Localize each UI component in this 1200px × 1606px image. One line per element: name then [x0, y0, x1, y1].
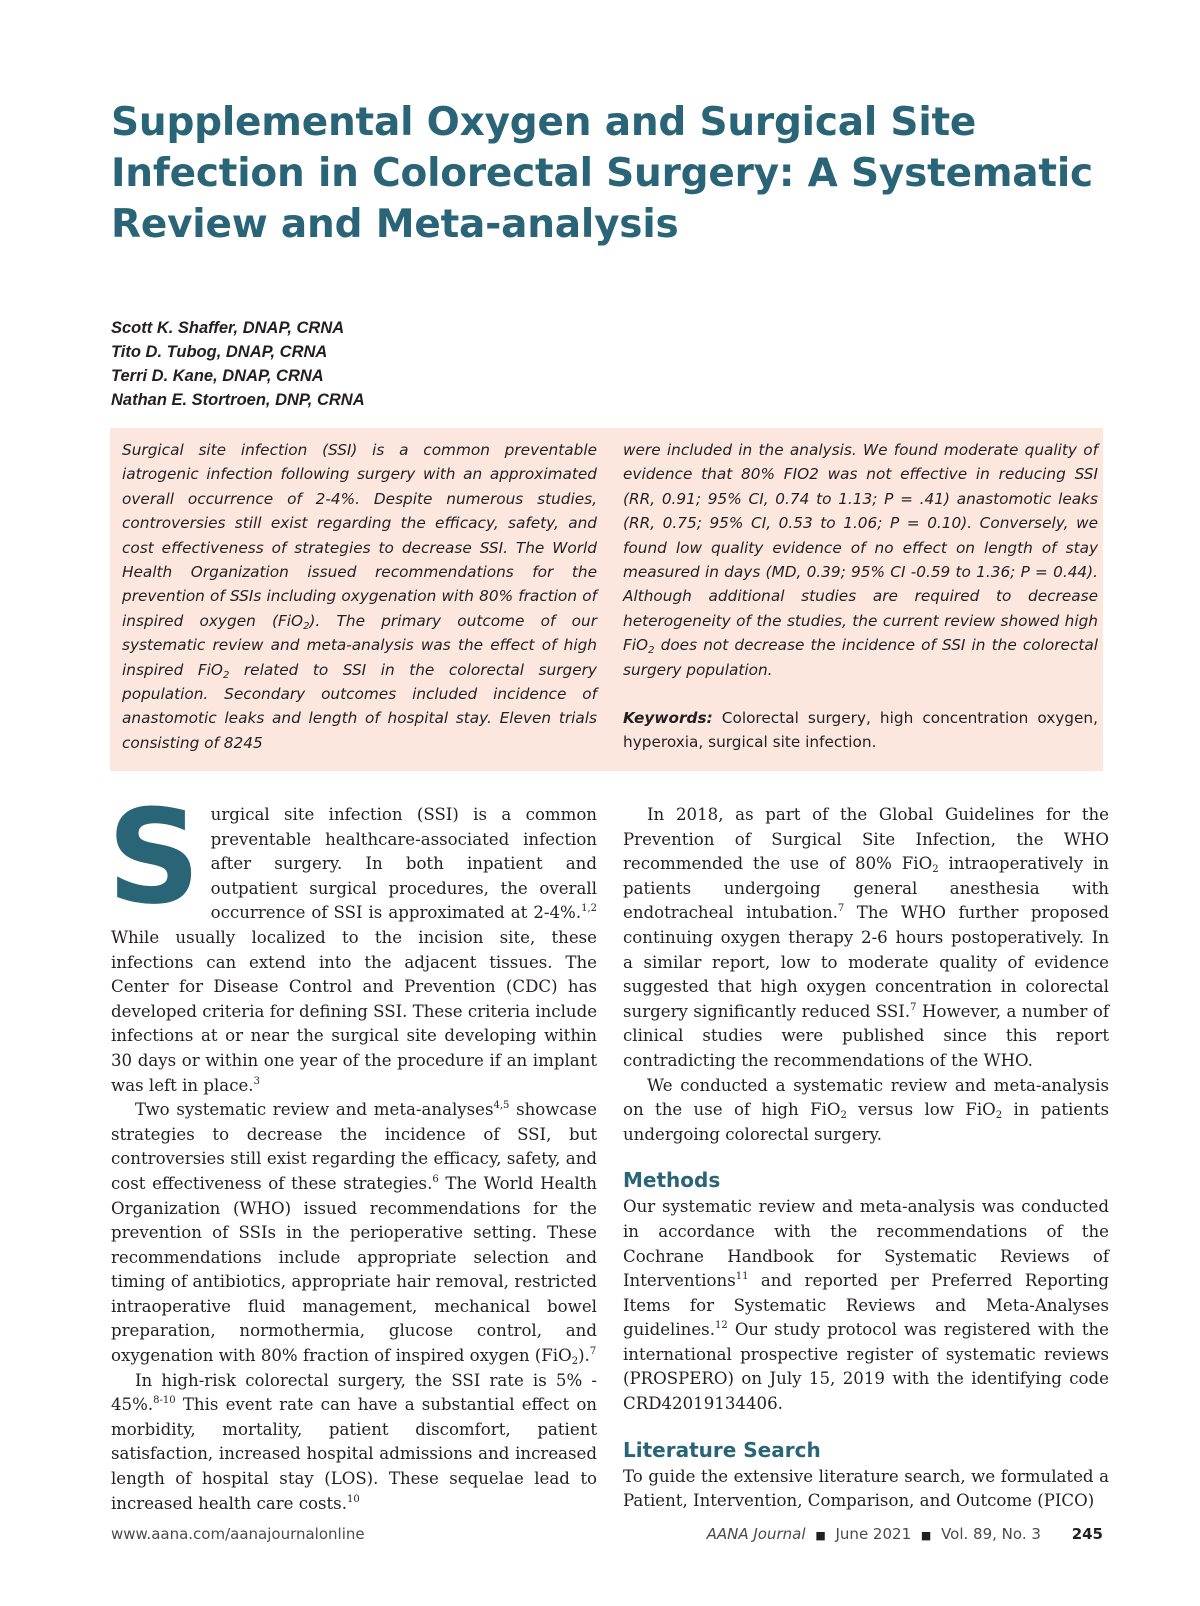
- volume-issue: Vol. 89, No. 3: [941, 1525, 1041, 1543]
- citation: 6: [432, 1173, 439, 1185]
- keywords: [623, 706, 1098, 755]
- body-paragraph: Surgical site infection (SSI) is a common preventable healthcare-associated infection after surgery. In both inpatient and outpatient surgical procedures, the overall occurrence of SSI is approximated at 2-4%.$^{1,2}$ While usually localized to the incision site, these infections can extend into the adjacent tissues. The Center for Disease Control and Prevention (CDC) has developed criteria for defining SSI. These criteria include infections at or near the surgical site developing within 30 days or within one year of the procedure if an implant was left in place.$^3$: [107, 781, 598, 1095]
- citation: 7: [589, 1346, 597, 1358]
- body-paragraph: We conducted a systematic review and meta-analysis on the use of high FiO$_2$ versus low FiO$_2$ in patients undergoing colorectal surgery.: [623, 1075, 1109, 1144]
- citation: 11: [735, 1271, 749, 1283]
- author: Terri D. Kane, DNAP, CRNA: [111, 367, 324, 385]
- bullet-separator: ■: [815, 1529, 826, 1542]
- body-paragraph: Our systematic review and meta-analysis was conducted in accordance with the recommendations of the Cochrane Handbook for Systematic Reviews of Interventions$^{11}$ and reported per Preferred Reporting Items for Systematic Reviews and Meta-Analyses guidelines.$^{12}$ Our study protocol was registered with the international prospective register of systematic reviews (PROSPERO) on July 15, 2019 with the identifying code CRD42019134406.: [623, 1197, 1109, 1414]
- page-number: 245: [1071, 1525, 1103, 1543]
- citation: 3: [253, 1075, 260, 1087]
- abstract-column-left: [122, 438, 597, 755]
- section-heading-literature-search: Literature Search: [623, 1437, 821, 1462]
- body-column-left: [107, 781, 598, 1516]
- citation: 8-10: [153, 1395, 176, 1407]
- author-list: [111, 316, 365, 412]
- abstract-box: [110, 428, 1103, 771]
- body-paragraph: Two systematic review and meta-analyses$^{4,5}$ showcase strategies to decrease the incidence of SSI, but controversies still exist regarding the efficacy, safety, and cost effectiveness of these strategies.$^6$ The World Health Organization (WHO) issued recommendations for the prevention of SSIs in the perioperative setting. These recommendations include appropriate selection and timing of antibiotics, appropriate hair removal, restricted intraoperative fluid management, mechanical bowel preparation, normothermia, glucose control, and oxygenation with 80% fraction of inspired oxygen (FiO$_2$).$^7$: [111, 1100, 597, 1368]
- citation: 1,2: [581, 903, 597, 915]
- author: Tito D. Tubog, DNAP, CRNA: [111, 343, 328, 361]
- body-column-right: [623, 803, 1109, 1514]
- body-paragraph: In high-risk colorectal surgery, the SSI rate is 5% - 45%.$^{8-10}$ This event rate can have a substantial effect on morbidity, mortality, patient discomfort, patient satisfaction, increased hospital admissions and increased length of hospital stay (LOS). These sequelae lead to increased health care costs.$^{10}$: [111, 1370, 597, 1513]
- bullet-separator: ■: [920, 1529, 932, 1542]
- citation: 7: [910, 1001, 917, 1013]
- citation: 12: [714, 1320, 728, 1332]
- abstract-column-right: [623, 438, 1098, 755]
- page-footer: [111, 1525, 1103, 1547]
- journal-url[interactable]: www.aana.com/aanajournalonline: [111, 1525, 365, 1543]
- journal-name: AANA Journal: [706, 1525, 806, 1543]
- body-paragraph: In 2018, as part of the Global Guidelines for the Prevention of Surgical Site Infection, the WHO recommended the use of 80% FiO$_2$ intraoperatively in patients undergoing general anesthesia with endotracheal intubation.$^7$ The WHO further proposed continuing oxygen therapy 2-6 hours postoperatively. In a similar report, low to moderate quality of evidence suggested that high oxygen concentration in colorectal surgery significantly reduced SSI.$^7$ However, a number of clinical studies were published since this report contradicting the recommendations of the WHO.: [623, 805, 1110, 1070]
- citation: 7: [837, 903, 845, 915]
- keywords-text: Colorectal surgery, high concentration oxygen, hyperoxia, surgical site infection.: [623, 709, 1098, 752]
- article-title: Supplemental Oxygen and Surgical Site Infection in Colorectal Surgery: A Systematic Review and Meta-analysis: [111, 100, 1093, 247]
- section-heading-methods: Methods: [623, 1168, 721, 1193]
- author: Nathan E. Stortroen, DNP, CRNA: [111, 391, 365, 409]
- journal-citation: [707, 1525, 1103, 1543]
- abstract-paragraph: Surgical site infection (SSI) is a common preventable iatrogenic infection following surgery with an approximated overall occurrence of 2-4%. Despite numerous studies, controversies still exist regarding the efficacy, safety, and cost effectiveness of strategies to decrease SSI. The World Health Organization issued recommendations for the prevention of SSIs including oxygenation with 80% fraction of inspired oxygen (FiO$_2$). The primary outcome of our systematic review and meta-analysis was the effect of high inspired FiO$_2$ related to SSI in the colorectal surgery population. Secondary outcomes included incidence of anastomotic leaks and length of hospital stay. Eleven trials consisting of 8245: [122, 441, 597, 752]
- body-paragraph: To guide the extensive literature search, we formulated a Patient, Intervention, Comparison, and Outcome (PICO): [623, 1466, 1109, 1511]
- author: Scott K. Shaffer, DNAP, CRNA: [111, 319, 345, 337]
- abstract-paragraph: were included in the analysis. We found moderate quality of evidence that 80% FIO2 was not effective in reducing SSI (RR, 0.91; 95% CI, 0.74 to 1.13; P = .41) anastomotic leaks (RR, 0.75; 95% CI, 0.53 to 1.06; P = 0.10). Conversely, we found low quality evidence of no effect on length of stay measured in days (MD, 0.39; 95% CI -0.59 to 1.36; P = 0.44). Although additional studies are required to decrease heterogeneity of the studies, the current review showed high FiO$_2$ does not decrease the incidence of SSI in the colorectal surgery population.: [623, 441, 1098, 679]
- citation: 4,5: [493, 1100, 510, 1112]
- drop-cap: S: [107, 781, 201, 933]
- issue-date: June 2021: [835, 1525, 912, 1543]
- keywords-label: Keywords:: [623, 709, 713, 728]
- citation: 10: [346, 1493, 360, 1505]
